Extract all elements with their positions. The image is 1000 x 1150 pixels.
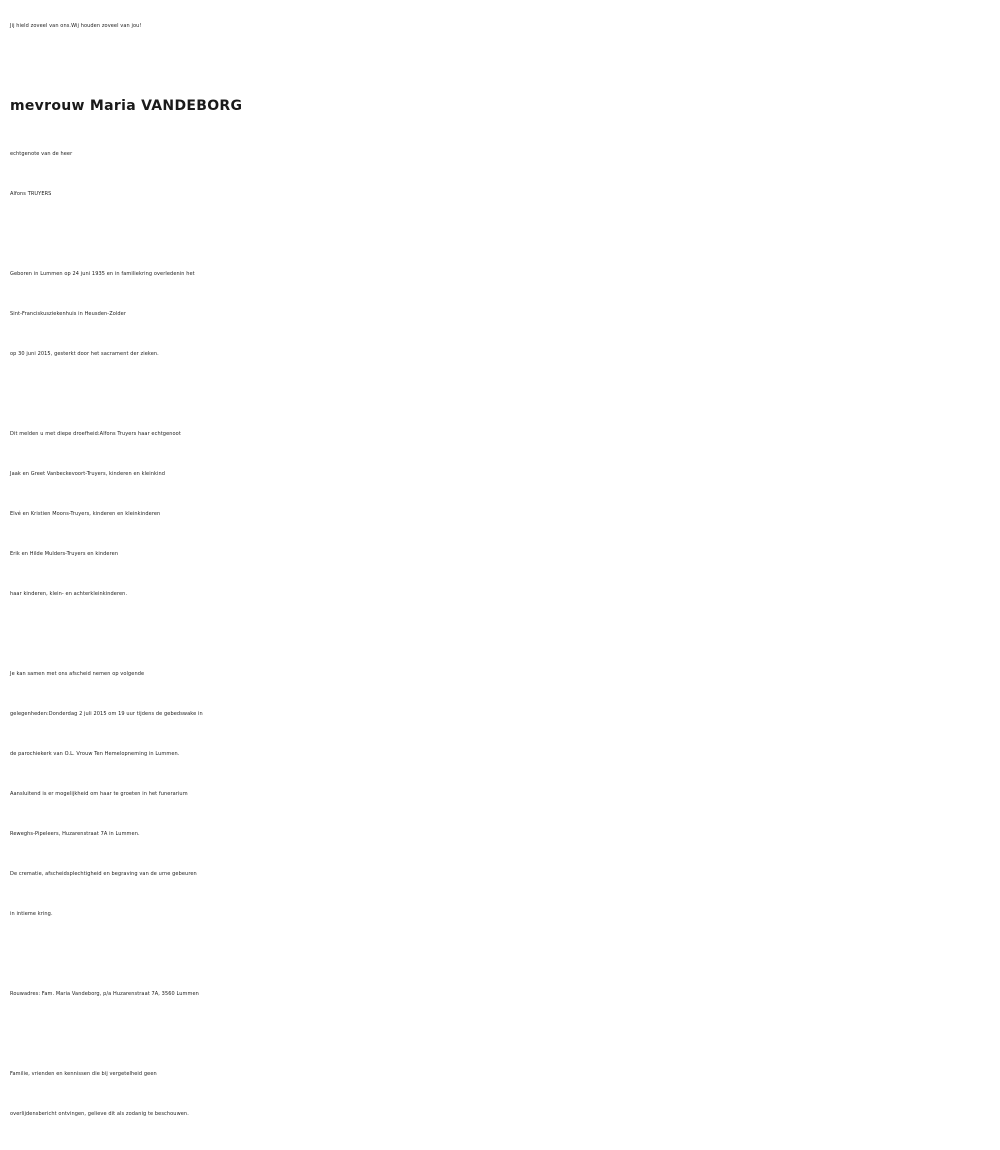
paragraph-line: Geboren in Lummen op 24 juni 1935 en in familiekring overledenin het bbox=[10, 271, 195, 277]
spouse-line-2: Alfons TRUYERS bbox=[10, 191, 52, 197]
paragraph-line: Sint-Franciskusziekenhuis in Heusden-Zolder bbox=[10, 311, 126, 317]
paragraph-line: Elvé en Kristien Moons-Truyers, kinderen en kleinkinderen bbox=[10, 511, 161, 517]
paragraph-line: haar kinderen, klein- en achterkleinkinderen. bbox=[10, 591, 128, 597]
paragraph-line: Jaak en Greet Vanbeckevoort-Truyers, kinderen en kleinkind bbox=[10, 471, 166, 477]
deceased-name: mevrouw Maria VANDEBORG bbox=[10, 98, 243, 114]
paragraph-line: op 30 juni 2015, gesterkt door het sacrament der zieken. bbox=[10, 351, 159, 357]
paragraph-line: de parochiekerk van O.L. Vrouw Ten Hemelopneming in Lummen. bbox=[10, 751, 180, 757]
mourning-address: Rouwadres: Fam. Maria Vandeborg, p/a Huzarenstraat 7A, 3560 Lummen bbox=[10, 991, 199, 997]
birth-death-paragraph bbox=[10, 254, 1000, 374]
paragraph-line: Familie, vrienden en kennissen die bij vergetelheid geen bbox=[10, 1071, 157, 1077]
ceremony-paragraph bbox=[10, 654, 1000, 934]
motto-text: Jij hield zoveel van ons.Wij houden zoveel van jou! bbox=[10, 23, 142, 29]
spouse-line-1: echtgenote van de heer bbox=[10, 151, 73, 157]
paragraph-line: Erik en Hilde Mulders-Truyers en kinderen bbox=[10, 551, 119, 557]
paragraph-line: Aansluitend is er mogelijkheid om haar te groeten in het funerarium bbox=[10, 791, 188, 797]
paragraph-line: De crematie, afscheidsplechtigheid en begraving van de urne gebeuren bbox=[10, 871, 197, 877]
spacer bbox=[10, 1014, 1000, 1054]
paragraph-line: in intieme kring. bbox=[10, 911, 53, 917]
spacer bbox=[10, 614, 1000, 654]
mourners-paragraph bbox=[10, 414, 1000, 614]
spacer bbox=[10, 374, 1000, 414]
spacer bbox=[10, 214, 1000, 254]
paragraph-line: Je kan samen met ons afscheid nemen op volgende bbox=[10, 671, 145, 677]
spacer bbox=[10, 934, 1000, 974]
paragraph-line: Reweghs-Pipeleers, Huzarenstraat 7A in Lummen. bbox=[10, 831, 140, 837]
paragraph-line: Dit melden u met diepe droefheid:Alfons Truyers haar echtgenoot bbox=[10, 431, 181, 437]
closing-paragraph bbox=[10, 1054, 1000, 1134]
paragraph-line: overlijdensbericht ontvingen, gelieve dit als zodanig te beschouwen. bbox=[10, 1111, 189, 1117]
paragraph-line: gelegenheden:Donderdag 2 juli 2015 om 19 uur tijdens de gebedswake in bbox=[10, 711, 203, 717]
